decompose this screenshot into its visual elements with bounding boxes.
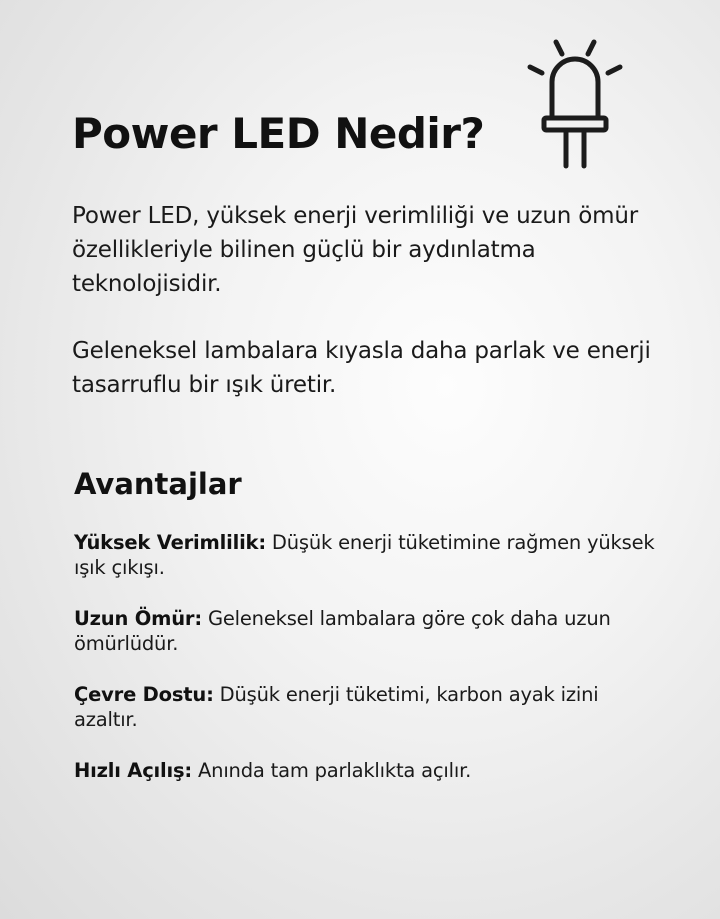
- advantage-item: [74, 606, 664, 656]
- page-title: Power LED Nedir?: [72, 109, 485, 158]
- advantage-term: Çevre Dostu:: [74, 683, 214, 706]
- advantage-item: [74, 682, 664, 732]
- advantage-item: [74, 758, 664, 783]
- advantage-term: Uzun Ömür:: [74, 607, 202, 630]
- intro-paragraph: Geleneksel lambalara kıyasla daha parlak ve enerji tasarruflu bir ışık üretir.: [72, 338, 651, 398]
- intro-paragraph: Power LED, yüksek enerji verimliliği ve uzun ömür özellikleriyle bilinen güçlü bir aydınlatma teknolojisidir.: [72, 203, 638, 297]
- led-bulb-icon: [522, 34, 630, 174]
- advantage-text: Düşük enerji tüketimine rağmen yüksek ışık çıkışı.: [74, 531, 655, 579]
- advantages-heading: Avantajlar: [74, 467, 242, 501]
- advantage-text: Anında tam parlaklıkta açılır.: [198, 759, 472, 782]
- advantage-text: Geleneksel lambalara göre çok daha uzun ömürlüdür.: [74, 607, 611, 655]
- intro-text: [72, 199, 662, 402]
- advantage-term: Hızlı Açılış:: [74, 759, 193, 782]
- advantage-item: [74, 530, 664, 580]
- advantages-list: [74, 530, 664, 809]
- advantage-term: Yüksek Verimlilik:: [74, 531, 266, 554]
- advantage-text: Düşük enerji tüketimi, karbon ayak izini azaltır.: [74, 683, 599, 731]
